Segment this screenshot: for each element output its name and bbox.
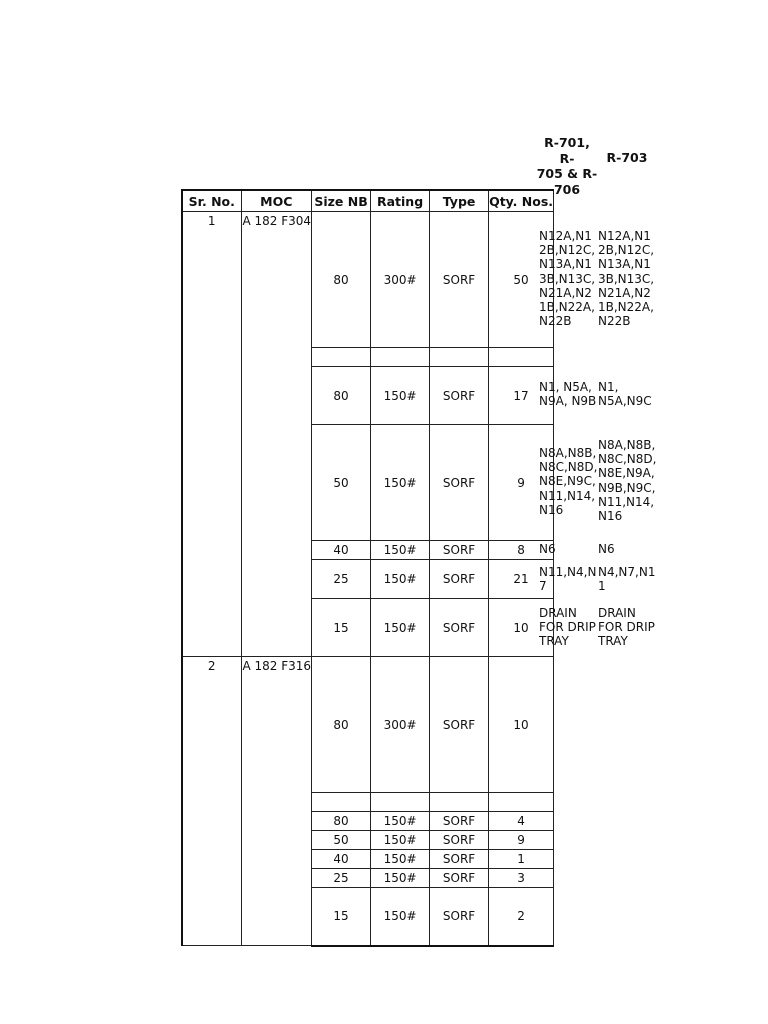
flange-table xyxy=(181,189,554,947)
qty-cell xyxy=(489,348,554,367)
size-cell: 80 xyxy=(312,367,371,425)
r703-header: R-703 xyxy=(606,150,648,165)
size-cell: 80 xyxy=(312,812,371,831)
sr-no-cell: 1 xyxy=(182,212,241,657)
header-qty-nos: Qty. Nos. xyxy=(489,190,554,212)
r703-note: N12A,N1 2B,N12C, N13A,N1 3B,N13C, N21A,N2 1B,N22A, N22B xyxy=(598,229,655,329)
moc-cell: A 182 F304 xyxy=(241,212,312,657)
rating-cell: 150# xyxy=(371,850,430,869)
header-type: Type xyxy=(430,190,489,212)
r701-note: N11,N4,N 7 xyxy=(539,565,597,594)
table-header-row xyxy=(182,190,554,212)
flange-table-wrapper xyxy=(181,189,554,947)
qty-cell: 9 xyxy=(489,425,554,541)
r703-note: DRAIN FOR DRIP TRAY xyxy=(598,606,655,649)
moc-cell: A 182 F316 xyxy=(241,657,312,946)
qty-cell: 9 xyxy=(489,831,554,850)
size-cell: 25 xyxy=(312,560,371,599)
type-cell: SORF xyxy=(430,212,489,348)
qty-cell xyxy=(489,793,554,812)
r701-705-706-header: R-701, R- 705 & R- 706 xyxy=(536,135,598,197)
qty-cell: 4 xyxy=(489,812,554,831)
size-cell: 40 xyxy=(312,541,371,560)
size-cell: 50 xyxy=(312,425,371,541)
size-cell: 80 xyxy=(312,657,371,793)
type-cell: SORF xyxy=(430,657,489,793)
r703-note: N4,N7,N1 1 xyxy=(598,565,656,594)
size-cell: 40 xyxy=(312,850,371,869)
type-cell: SORF xyxy=(430,425,489,541)
r701-note: DRAIN FOR DRIP TRAY xyxy=(539,606,596,649)
qty-cell: 10 xyxy=(489,657,554,793)
size-cell: 50 xyxy=(312,831,371,850)
type-cell xyxy=(430,348,489,367)
rating-cell xyxy=(371,348,430,367)
rating-cell: 150# xyxy=(371,367,430,425)
size-cell xyxy=(312,348,371,367)
rating-cell: 150# xyxy=(371,831,430,850)
r701-note: N6 xyxy=(539,542,556,556)
r701-note: N8A,N8B, N8C,N8D, N8E,N9C, N11,N14, N16 xyxy=(539,446,598,517)
size-cell: 15 xyxy=(312,888,371,946)
size-cell: 80 xyxy=(312,212,371,348)
type-cell: SORF xyxy=(430,850,489,869)
r701-note: N12A,N1 2B,N12C, N13A,N1 3B,N13C, N21A,N2 1B,N22A, N22B xyxy=(539,229,596,329)
rating-cell: 150# xyxy=(371,560,430,599)
table-row xyxy=(182,657,554,793)
r703-note: N1, N5A,N9C xyxy=(598,380,652,409)
r701-note: N1, N5A, N9A, N9B xyxy=(539,380,597,409)
header-sr-no: Sr. No. xyxy=(182,190,241,212)
type-cell: SORF xyxy=(430,560,489,599)
qty-cell: 8 xyxy=(489,541,554,560)
r703-note: N8A,N8B, N8C,N8D, N8E,N9A, N9B,N9C, N11,N14, N16 xyxy=(598,438,657,524)
size-cell: 25 xyxy=(312,869,371,888)
rating-cell: 150# xyxy=(371,869,430,888)
type-cell: SORF xyxy=(430,812,489,831)
qty-cell: 21 xyxy=(489,560,554,599)
rating-cell: 150# xyxy=(371,812,430,831)
rating-cell: 300# xyxy=(371,657,430,793)
qty-cell: 50 xyxy=(489,212,554,348)
type-cell: SORF xyxy=(430,869,489,888)
header-size-nb: Size NB xyxy=(312,190,371,212)
type-cell: SORF xyxy=(430,541,489,560)
qty-cell: 3 xyxy=(489,869,554,888)
type-cell: SORF xyxy=(430,831,489,850)
rating-cell: 150# xyxy=(371,425,430,541)
rating-cell: 150# xyxy=(371,888,430,946)
qty-cell: 1 xyxy=(489,850,554,869)
rating-cell: 150# xyxy=(371,541,430,560)
size-cell xyxy=(312,793,371,812)
qty-cell: 17 xyxy=(489,367,554,425)
rating-cell: 300# xyxy=(371,212,430,348)
type-cell: SORF xyxy=(430,599,489,657)
qty-cell: 2 xyxy=(489,888,554,946)
table-row xyxy=(182,212,554,348)
r703-note: N6 xyxy=(598,542,615,556)
type-cell: SORF xyxy=(430,888,489,946)
sr-no-cell: 2 xyxy=(182,657,241,946)
rating-cell xyxy=(371,793,430,812)
rating-cell: 150# xyxy=(371,599,430,657)
type-cell xyxy=(430,793,489,812)
size-cell: 15 xyxy=(312,599,371,657)
header-rating: Rating xyxy=(371,190,430,212)
type-cell: SORF xyxy=(430,367,489,425)
qty-cell: 10 xyxy=(489,599,554,657)
header-moc: MOC xyxy=(241,190,312,212)
